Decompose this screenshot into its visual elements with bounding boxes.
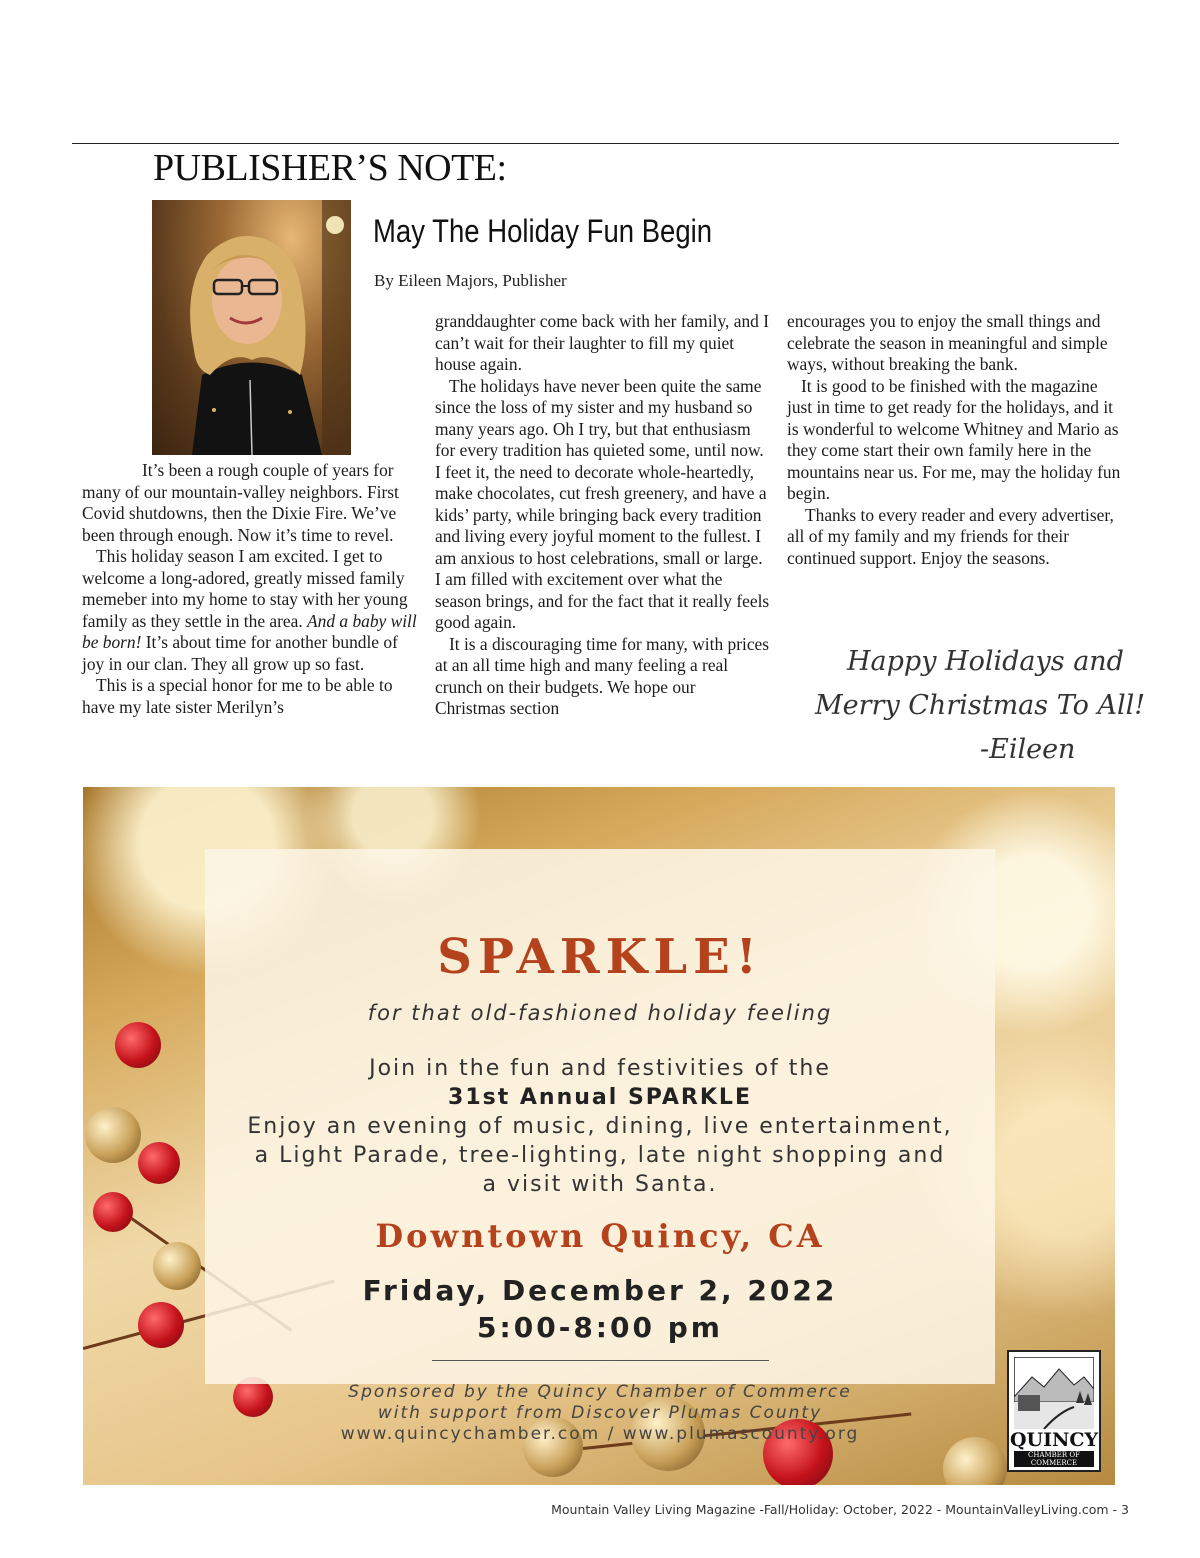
logo-subtitle: CHAMBER OF COMMERCE <box>1014 1451 1094 1467</box>
signature-line: Happy Holidays and <box>847 646 1124 677</box>
berry-ornament <box>115 1022 161 1068</box>
mountain-scene-icon <box>1014 1357 1094 1429</box>
signature-line: Merry Christmas To All! <box>815 690 1146 721</box>
berry-ornament <box>138 1142 180 1184</box>
paragraph: encourages you to enjoy the small things and celebrate the season in meaningful and simple ways, without breaking the bank. <box>787 311 1108 374</box>
event-location: Downtown Quincy, CA <box>375 1217 825 1255</box>
article-column-2 <box>435 311 770 720</box>
invite-line: Join in the fun and festivities of the <box>369 1056 831 1081</box>
berry-ornament <box>85 1107 141 1163</box>
paragraph <box>82 546 417 675</box>
sponsor-urls: www.quincychamber.com / www.plumascounty.org <box>340 1424 860 1444</box>
paragraph-text: It’s about time for another bundle of joy in our clan. They all grow up so fast. <box>82 632 398 674</box>
paragraph: Thanks to every reader and every advertiser, all of my family and my friends for their continued support. Enjoy the seasons. <box>787 504 1114 568</box>
header-rule <box>72 143 1119 144</box>
paragraph: It is a discouraging time for many, with prices at an all time high and many feeling a real crunch on their budgets. We hope our Christmas section <box>435 633 770 718</box>
publisher-photo <box>152 200 351 455</box>
paragraph-text: This holiday season I am excited. I get to welcome a long-adored, greatly missed family memeber into my home to stay with her young family as they settle in the area. <box>82 546 408 631</box>
berry-ornament <box>138 1302 184 1348</box>
paragraph: It’s been a rough couple of years for many of our mountain-valley neighbors. First Covid shutdowns, then the Dixie Fire. We’ve been through enough. Now it’s time to revel. <box>82 460 399 545</box>
invite-line: Enjoy an evening of music, dining, live entertainment, <box>247 1114 953 1139</box>
ad-tagline: for that old-fashioned holiday feeling <box>367 1001 833 1025</box>
sponsor-info <box>205 1382 995 1445</box>
article-column-1 <box>82 460 417 718</box>
ad-invitation <box>205 1054 995 1199</box>
event-name: 31st Annual SPARKLE <box>448 1085 752 1110</box>
signature-name: -Eileen <box>980 734 1076 765</box>
signature <box>815 640 1146 772</box>
portrait-illustration <box>152 200 351 455</box>
sparkle-advertisement <box>83 787 1115 1485</box>
ad-text-panel <box>205 849 995 1444</box>
invite-line: a Light Parade, tree-lighting, late night shopping and <box>254 1143 946 1168</box>
paragraph: It is good to be finished with the magazine just in time to get ready for the holidays, and it is wonderful to welcome Whitney and Mario as they come start their own family here in the mountains near us. For me, may the holiday fun begin. <box>787 375 1121 503</box>
event-datetime <box>205 1272 995 1346</box>
paragraph: This is a special honor for me to be able to have my late sister Merilyn’s <box>82 675 393 717</box>
event-date: Friday, December 2, 2022 <box>362 1274 838 1307</box>
invite-line: a visit with Santa. <box>482 1172 718 1197</box>
logo-wordmark: QUINCY <box>1009 1429 1099 1451</box>
article-byline: By Eileen Majors, Publisher <box>374 271 567 290</box>
ad-divider <box>432 1360 769 1361</box>
invite-event-name <box>205 1083 995 1112</box>
article-column-3 <box>787 311 1122 569</box>
quincy-chamber-logo <box>1007 1350 1101 1472</box>
page-footer: Mountain Valley Living Magazine -Fall/Holiday: October, 2022 - MountainValleyLiving.com - 3 <box>551 1502 1129 1517</box>
sponsor-line: Sponsored by the Quincy Chamber of Commerce <box>348 1382 852 1402</box>
ad-title: SPARKLE! <box>437 929 763 985</box>
berry-ornament <box>153 1242 201 1290</box>
sponsor-line: with support from Discover Plumas County <box>377 1403 823 1423</box>
paragraph: The holidays have never been quite the same since the loss of my sister and my husband so many years ago. Oh I try, but that enthusiasm for every tradition has quieted some, until now. I feet it, the need to decorate whole-heartedly, make chocolates, cut fresh greenery, and have a kids’ party, while bringing back every tradition and living every joyful moment to the fullest. I am anxious to host celebrations, small or large. I am filled with excitement over what the season brings, and for the fact that it really feels good again. <box>435 375 770 632</box>
article-headline: May The Holiday Fun Begin <box>373 213 713 249</box>
berry-ornament <box>93 1192 133 1232</box>
emphasis-text: And a baby will be born! <box>82 610 417 652</box>
section-title: PUBLISHER’S NOTE: <box>153 147 507 189</box>
paragraph: granddaughter come back with her family, and I can’t wait for their laughter to fill my quiet house again. <box>435 311 769 374</box>
event-time: 5:00-8:00 pm <box>477 1311 723 1344</box>
